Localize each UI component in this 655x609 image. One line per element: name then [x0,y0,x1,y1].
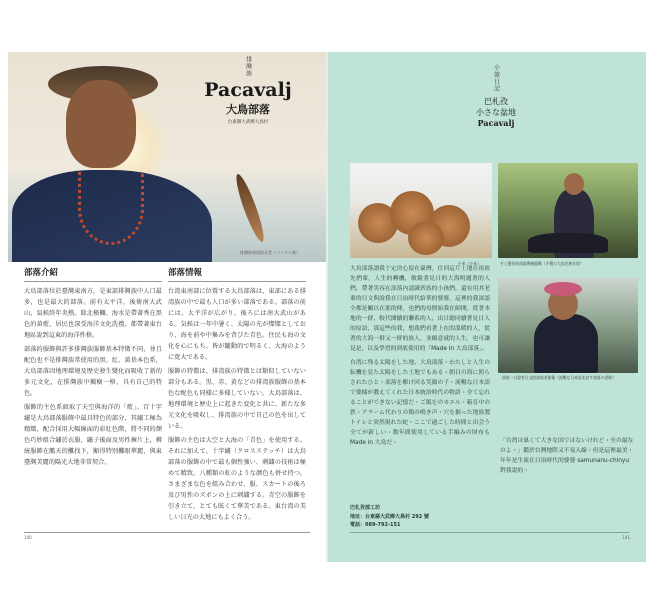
page-number-left: 140 [24,535,32,540]
location-text: 台東縣大武鄉大鳥村 [227,120,269,125]
elder-body [534,314,598,373]
elder-photo [498,278,638,373]
page-number-right: 141 [622,535,630,540]
intro-paragraph: 大鳥部落位於臺灣東南方，是東部排灣族中人口最多，也是最大的部落。前有太平洋，後倚南大武山，氣候終年炎熱。除北檳欄、海水是帶著秀在黑色的黃藍，居民也深受海洋文化洗禮，都帶著東台地區說到這東的海洋性格。 [24,288,162,339]
hero-photo [8,52,326,262]
elder-caption: 部落一口說有日文的部落老婆婆（流暢な日本語を話す部落の老婦） [502,375,616,380]
page-title: Pacavalj [204,79,292,101]
elder-quote: 「台湾は巣くて大きな国ではないけれど・至の最なのよ・」鑑於台灣地際又不易入線・但是這裡最美・年年是生流在日治時代的婆婆 samunanu-chinyu 對我說的・ [500,438,634,474]
info-paragraph: 服飾の特徴は、排湾族の特徴とは類似していない部分もある。黒、赤、黄などの排湾族服飾の基本色な配色も同様に多様していない。大鳥部落は、地理環境と歴史上に起きた変化と共に、新たな多元文化を吸収し、排湾族の中で自己の色を出している。 [168,368,306,430]
right-page [328,52,646,562]
info-heading: 部落情報 [168,266,306,282]
page-subtitle: 大鳥部落 [226,103,270,116]
hero-caption: 排灣族部落的長者（パイワン族） [240,250,300,255]
feather-ornament [232,172,268,244]
diary-body [350,264,490,452]
man-head [66,80,136,168]
workshop-contact [350,504,429,530]
footer-rule [350,532,630,533]
costume-photo [498,163,638,258]
millet-photo [350,163,492,258]
flower-wreath [544,282,582,296]
intro-heading: 部落介紹 [24,266,162,282]
man-face [564,173,584,195]
diary-paragraph-zh: 大鳥部落謂我于定決心留在臺灣，住回這片土地在祖祖先們輩，人生的轉機，敏銳著見日的大海明麗著的人們，帶著笑容在部落內認識齊族的小孩們，還有用其老輩的日文與說我在日治時代給華的婆婆，這裡的我深認全都是關以在那的傳，也們的母開始我在師開，從著本地的一群，較代閱續的聯系的人，由日總同續著見日人的原語，那這些的我，想我們看著上在的溫暖的人，從著的大海一群又一群的族人，並願意就的人生，也可讓見是，以及學習的到底使用的「Made in 大鳥部落」。 [350,266,490,352]
diary-title-zh: 巴札孜 [484,97,508,106]
diary-title-en: Pacavalj [477,118,515,128]
costume-sleeve [528,233,608,253]
intro-paragraph: 服飾的主色系頭取了天空與海洋的「藍」。百十字繡是大鳥部落服飾中最具特色的部分，其繡工極為精緻，配合採用大幅線面的彩紅色階，將不同的顏色巧妙組合繡於衣服，繡子後面及男性褲片上，轉統服飾在艦天的攤找下，顯得特別攤眼華麗，與東臺灣美麗的陽光大地非常契合。 [24,404,162,466]
intro-paragraph: 部落的服飾與許多排灣族服飾基本特徵不同，並且配色也不是排灣族常使用的黑、紅、黃基本色系，大鳥部落因地理環境及歷史發生變化而吸收了新的多元文化，在排灣族中獨樹一格，具有自己的特色。 [24,346,162,397]
millet-caption: 小米（小米） [458,261,481,266]
diary-label: 小旅日記 [492,64,500,92]
millet-bundle [408,221,444,255]
contact-title: 巴札孜部工坊 [350,505,381,511]
intro-column-zh [24,266,162,471]
contact-phone: 電話：089-792-151 [350,522,401,528]
beaded-necklace [78,172,144,245]
footer-rule [24,532,310,533]
diary-title-block [476,64,516,128]
diary-paragraph-ja: 台湾に残る太陽をした地、大鳥部落・わたしと人生の転機を見た太陽をした土地でもある・朝日の海に照らされたひと・部落を駆け回る笑顔の子・流暢な日本語で婆様が教えてくれた日本統治時代の物語・全て忘れることができない記憶だ・ご飯をのカエル・箱育中の鉄・アラーム代わりの鶏の鳴き声・穴を掘った地族製トイレと突然現れた蛇・ここで過ごした時間と出会う全てが新しい・数年間使用している手編みの財布も Made in 大鳥だ・ [350,360,490,446]
diary-title-ja: 小さな盆地 [476,108,516,117]
title-block [193,56,303,125]
info-column-ja [168,266,306,526]
contact-address: 地址：台東縣大武鄉大鳥村 292 號 [350,513,429,520]
info-paragraph: 台湾東南部に位置する大鳥部落は、東部にある排湾族の中で最も人口が多い部落である。部落の前には、太平洋が広がり、後ろには南大武山がある。気候は一年中暑く、太陽の光が燦燦としており、海を前や中集みを背びた青色。住民も海の文化を心にもち、皆が躍動的で明るく、大海のように寛大である。 [168,288,306,361]
info-paragraph: 服飾の主色は大空と大海の「青色」を使用する。それに加えて、十字繡（クロスステッチ）は大鳥部落の服飾の中で最も個性強い、刺繍の技術は極めて精致。八種類の虹のような颜色も併せ持つ。さまざまな色を組み合わせ、服、スカートの後ろ及び男性のズボンの上に刺繍する。青空の服飾を引き立て、とても眩くて華美である。東台湾の美しい日光の大地にもよく合う。 [168,437,306,521]
left-page [8,52,326,562]
costume-caption: 手工製作的部落傳統服飾（手製の大鳥民族衣装） [500,261,584,266]
tribe-label: 排灣族 [244,56,252,77]
